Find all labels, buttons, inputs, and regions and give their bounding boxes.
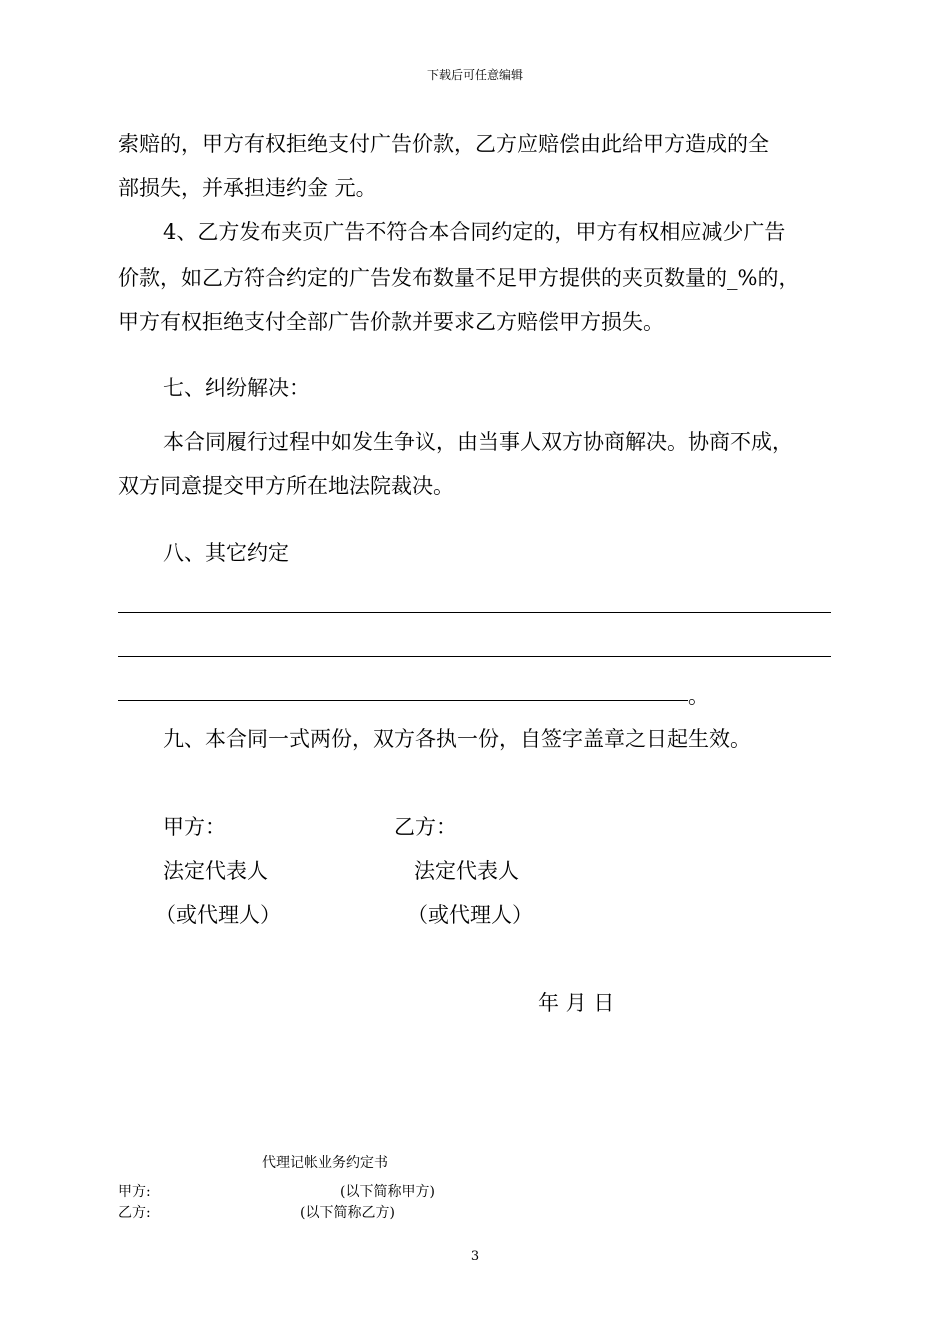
party-a-field-label: 甲方: [118, 1184, 151, 1200]
page-header: 下载后可任意编辑 [426, 68, 523, 82]
party-b-field-label: 乙方: [118, 1205, 151, 1221]
signing-date: 年 月 日 [538, 991, 615, 1015]
section-heading-8: 八、其它约定 [163, 541, 289, 565]
end-mark: 。 [688, 684, 709, 708]
party-a-field-note: (以下简称甲方) [340, 1184, 435, 1200]
section-heading-9: 九、本合同一式两份，双方各执一份，自签字盖章之日起生效。 [163, 727, 751, 751]
blank-line [118, 612, 831, 613]
party-a-representative: 法定代表人 [163, 859, 268, 883]
clause-4-line: 4、乙方发布夹页广告不符合本合同约定的，甲方有权相应减少广告 [163, 220, 786, 244]
next-document-title: 代理记帐业务约定书 [262, 1155, 388, 1171]
party-a-agent: （或代理人） [155, 903, 281, 927]
paragraph-line: 本合同履行过程中如发生争议，由当事人双方协商解决。协商不成， [163, 430, 793, 454]
section-heading-7: 七、纠纷解决： [163, 376, 310, 400]
party-a-label: 甲方： [163, 815, 226, 839]
page-number: 3 [470, 1249, 480, 1264]
paragraph-line: 价款，如乙方符合约定的广告发布数量不足甲方提供的夹页数量的_%的， [118, 266, 800, 290]
party-b-label: 乙方： [394, 815, 457, 839]
party-b-field-note: (以下简称乙方) [300, 1205, 395, 1221]
party-b-agent: （或代理人） [407, 903, 533, 927]
party-b-representative: 法定代表人 [414, 859, 519, 883]
paragraph-line: 双方同意提交甲方所在地法院裁决。 [118, 474, 454, 498]
paragraph-line: 部损失，并承担违约金 元。 [118, 176, 377, 200]
blank-line [118, 700, 688, 701]
paragraph-line: 索赔的，甲方有权拒绝支付广告价款，乙方应赔偿由此给甲方造成的全 [118, 132, 769, 156]
paragraph-line: 甲方有权拒绝支付全部广告价款并要求乙方赔偿甲方损失。 [118, 310, 664, 334]
blank-line [118, 656, 831, 657]
